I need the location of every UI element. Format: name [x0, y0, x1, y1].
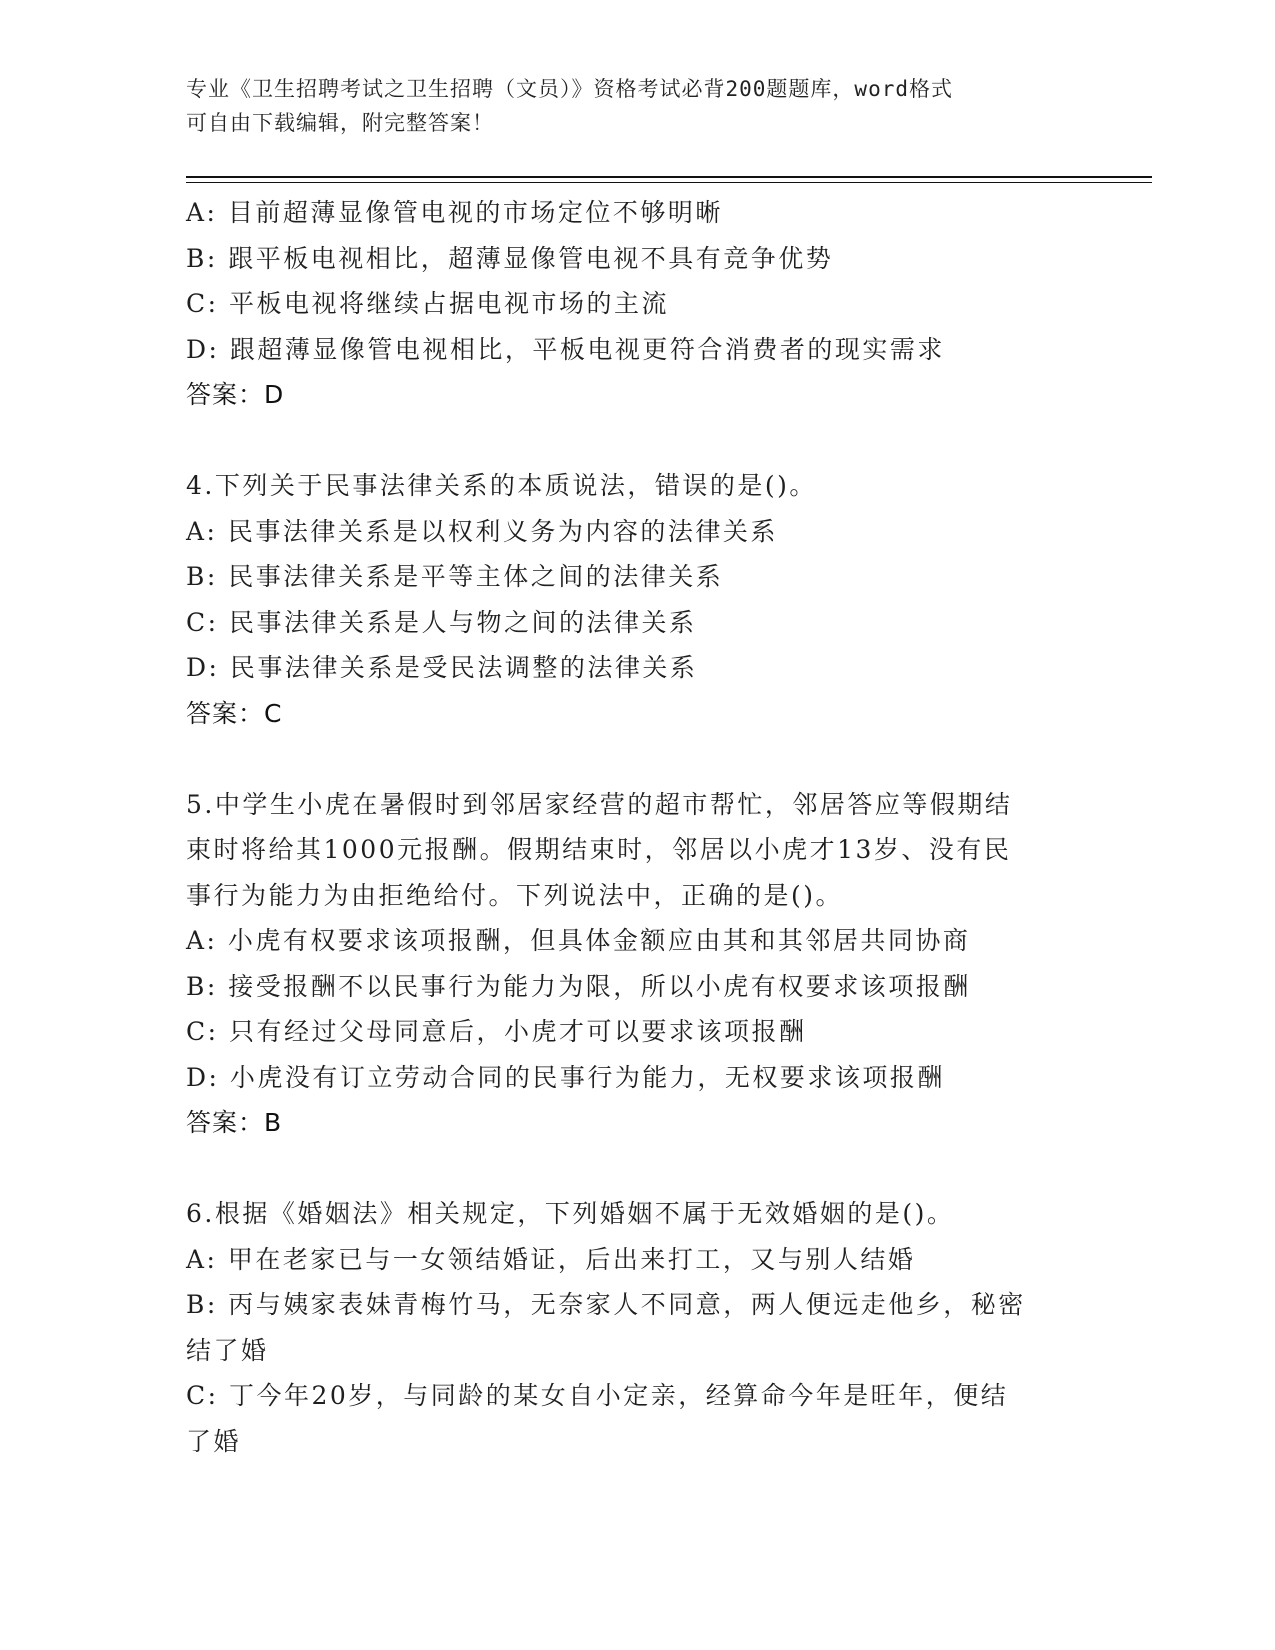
header-title-line-2: 可自由下载编辑，附完整答案！: [186, 111, 494, 135]
question-4-option-b: B: 民事法律关系是平等主体之间的法律关系: [186, 562, 724, 591]
question-4-answer: 答案：C: [186, 698, 283, 728]
question-3-option-a: A: 目前超薄显像管电视的市场定位不够明晰: [186, 198, 723, 227]
question-6-option-b-line-1: B: 丙与姨家表妹青梅竹马，无奈家人不同意，两人便远走他乡，秘密: [186, 1290, 1026, 1319]
question-6-option-a: A: 甲在老家已与一女领结婚证，后出来打工，又与别人结婚: [186, 1244, 916, 1274]
question-5-stem-line-1: 5.中学生小虎在暑假时到邻居家经营的超市帮忙，邻居答应等假期结: [186, 789, 1013, 819]
question-6: [186, 1191, 1086, 1464]
question-5-option-c: C: 只有经过父母同意后，小虎才可以要求该项报酬: [186, 1017, 807, 1046]
question-5-stem-line-2: 束时将给其1000元报酬。假期结束时，邻居以小虎才13岁、没有民: [186, 835, 1012, 864]
question-list: [186, 190, 1086, 1464]
header-divider-thick: [186, 176, 1152, 178]
document-header: [186, 72, 1086, 140]
question-5-option-a: A: 小虎有权要求该项报酬，但具体金额应由其和其邻居共同协商: [186, 926, 971, 955]
question-4-stem: 4.下列关于民事法律关系的本质说法，错误的是()。: [186, 471, 817, 500]
question-5: [186, 782, 1086, 1146]
question-4-option-c: C: 民事法律关系是人与物之间的法律关系: [186, 607, 697, 637]
question-5-option-d: D: 小虎没有订立劳动合同的民事行为能力，无权要求该项报酬: [186, 1062, 945, 1092]
spacer: [186, 1146, 1086, 1192]
question-4-option-a: A: 民事法律关系是以权利义务为内容的法律关系: [186, 516, 778, 546]
header-title-line-1: 专业《卫生招聘考试之卫生招聘（文员）》资格考试必背200题题库，word格式: [186, 77, 953, 101]
question-3-option-c: C: 平板电视将继续占据电视市场的主流: [186, 289, 669, 318]
spacer: [186, 736, 1086, 782]
question-6-option-c-line-2: 了婚: [186, 1426, 242, 1456]
question-3-option-d: D: 跟超薄显像管电视相比，平板电视更符合消费者的现实需求: [186, 334, 945, 364]
question-3-option-b: B: 跟平板电视相比，超薄显像管电视不具有竞争优势: [186, 243, 834, 273]
spacer: [186, 418, 1086, 464]
question-6-stem: 6.根据《婚姻法》相关规定，下列婚姻不属于无效婚姻的是()。: [186, 1199, 955, 1228]
question-3-answer: 答案：D: [186, 380, 285, 409]
question-4-option-d: D: 民事法律关系是受民法调整的法律关系: [186, 653, 698, 682]
question-5-option-b: B: 接受报酬不以民事行为能力为限，所以小虎有权要求该项报酬: [186, 971, 971, 1001]
question-6-option-b-line-2: 结了婚: [186, 1335, 269, 1365]
question-3: [186, 190, 1086, 418]
header-divider-thin: [186, 182, 1152, 183]
question-5-stem-line-3: 事行为能力为由拒绝给付。下列说法中，正确的是()。: [186, 880, 844, 910]
question-5-answer: 答案：B: [186, 1108, 283, 1137]
question-6-option-c-line-1: C: 丁今年20岁，与同龄的某女自小定亲，经算命今年是旺年，便结: [186, 1381, 1009, 1410]
question-4: [186, 463, 1086, 736]
